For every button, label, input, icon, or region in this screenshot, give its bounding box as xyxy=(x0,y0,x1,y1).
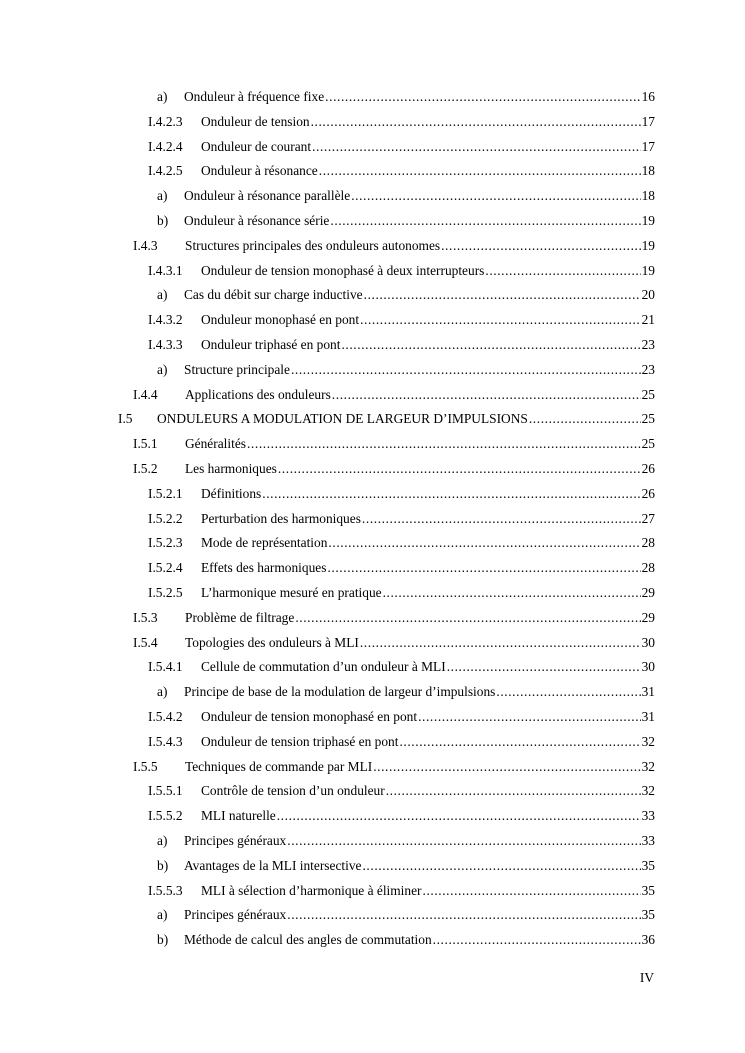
toc-entry-page: 19 xyxy=(641,213,655,228)
toc-entry xyxy=(148,556,655,580)
toc-entry-number: I.5.3 xyxy=(133,609,158,625)
dot-leader xyxy=(441,234,641,258)
toc-entry-number: I.5.4.3 xyxy=(148,733,183,749)
toc-entry-title: Onduleur de tension monophasé en pont xyxy=(201,709,418,724)
toc-entry-number: I.4.3 xyxy=(133,237,158,253)
toc-entry xyxy=(148,110,655,134)
toc-entry xyxy=(133,234,655,258)
toc-entry-number: I.5.2.1 xyxy=(148,485,183,501)
toc-entry-page: 35 xyxy=(641,857,655,873)
toc-entry xyxy=(148,259,655,283)
toc-entry-title: Contrôle de tension d’un onduleur xyxy=(201,783,385,799)
toc-entry-page: 17 xyxy=(641,138,655,154)
toc-entry-title: Définitions xyxy=(201,485,262,501)
toc-entry-number: I.4.4 xyxy=(133,386,158,402)
dot-leader xyxy=(496,680,640,704)
toc-entry-title: Topologies des onduleurs à MLI xyxy=(185,634,359,650)
dot-leader xyxy=(247,432,641,456)
dot-leader xyxy=(287,829,640,853)
toc-entry-page: 35 xyxy=(641,882,655,898)
toc-entry-title: MLI à sélection d’harmonique à éliminer xyxy=(201,882,422,898)
toc-entry-number: I.4.3.1 xyxy=(148,262,183,278)
toc-entry-page: 18 xyxy=(641,163,655,179)
toc-entry-title: L’harmonique mesuré en pratique xyxy=(201,585,382,600)
toc-entry-number: a) xyxy=(157,684,168,700)
toc-entry xyxy=(157,209,655,233)
toc-entry xyxy=(133,432,655,456)
toc-entry-page: 25 xyxy=(641,411,655,427)
toc-entry xyxy=(157,283,655,307)
toc-entry xyxy=(157,829,655,853)
toc-entry-title: MLI naturelle xyxy=(201,808,276,824)
toc-entry-number: b) xyxy=(157,213,169,228)
toc-entry-title: Techniques de commande par MLI xyxy=(185,758,373,774)
page-number: IV xyxy=(639,970,654,985)
dot-leader xyxy=(383,581,641,605)
toc-entry-page: 31 xyxy=(641,684,655,700)
toc-entry-page: 23 xyxy=(641,337,655,352)
toc-entry xyxy=(148,705,655,729)
dot-leader xyxy=(529,407,641,431)
toc-entry xyxy=(157,85,655,109)
toc-entry-number: I.5.5.1 xyxy=(148,783,183,799)
toc-entry-number: I.4.2.4 xyxy=(148,138,183,154)
toc-entry xyxy=(157,358,655,382)
toc-entry-page: 27 xyxy=(641,510,655,526)
toc-entry-title: Structure principale xyxy=(184,361,290,377)
toc-entry-title: Onduleur triphasé en pont xyxy=(201,337,341,352)
toc-entry-title: Structures principales des onduleurs autonomes xyxy=(185,237,441,253)
dot-leader xyxy=(399,730,640,754)
toc-entry-page: 29 xyxy=(641,585,655,600)
toc-entry-page: 28 xyxy=(641,560,655,576)
dot-leader xyxy=(332,383,641,407)
toc-entry-title: Effets des harmoniques xyxy=(201,560,327,576)
toc-entry-page: 32 xyxy=(641,783,655,799)
toc-entry-number: I.5.4.1 xyxy=(148,659,183,675)
toc-entry-title: Cas du débit sur charge inductive xyxy=(184,287,363,303)
toc-entry-number: I.5 xyxy=(118,411,133,427)
toc-entry xyxy=(148,135,655,159)
dot-leader xyxy=(295,606,640,630)
toc-entry-title: Généralités xyxy=(185,436,246,452)
dot-leader xyxy=(418,705,641,729)
toc-entry-number: I.5.4 xyxy=(133,634,158,650)
toc-entry-page: 32 xyxy=(641,758,655,774)
dot-leader xyxy=(485,259,640,283)
toc-entry xyxy=(148,804,655,828)
toc-entry-page: 31 xyxy=(641,709,655,724)
toc-entry-title: Méthode de calcul des angles de commutation xyxy=(184,932,432,948)
toc-entry-page: 25 xyxy=(641,386,655,402)
dot-leader xyxy=(287,903,640,927)
toc-entry-number: I.5.4.2 xyxy=(148,709,183,724)
toc-entry xyxy=(133,755,655,779)
toc-entry-number: I.5.5 xyxy=(133,758,158,774)
toc-entry-number: I.4.2.5 xyxy=(148,163,183,179)
toc-entry xyxy=(157,680,655,704)
toc-entry-title: Applications des onduleurs xyxy=(185,386,331,402)
toc-entry-page: 30 xyxy=(641,634,655,650)
toc-entry-title: Onduleur à résonance xyxy=(201,163,318,179)
toc-entry-page: 21 xyxy=(641,312,655,328)
dot-leader xyxy=(433,928,641,952)
toc-entry-title: Principes généraux xyxy=(184,833,287,848)
toc-entry xyxy=(157,184,655,208)
toc-entry-page: 28 xyxy=(641,535,655,551)
toc-entry-number: b) xyxy=(157,932,169,948)
toc-entry-title: Onduleur de tension monophasé à deux interrupteurs xyxy=(201,262,485,278)
toc-entry-title: Onduleur de tension triphasé en pont xyxy=(201,733,399,749)
toc-entry xyxy=(148,507,655,531)
toc-entry-number: I.4.3.2 xyxy=(148,312,183,328)
toc-entry-page: 17 xyxy=(641,113,655,129)
toc-entry xyxy=(148,655,655,679)
toc-entry-title: Les harmoniques xyxy=(185,461,277,476)
toc-entry xyxy=(133,631,655,655)
toc-entry xyxy=(133,606,655,630)
dot-leader xyxy=(262,482,640,506)
dot-leader xyxy=(277,804,641,828)
toc-entry-title: ONDULEURS A MODULATION DE LARGEUR D’IMPULSIONS xyxy=(157,411,528,427)
toc-entry xyxy=(148,159,655,183)
toc-entry xyxy=(148,333,655,357)
toc-entry-page: 19 xyxy=(641,262,655,278)
toc-entry xyxy=(148,531,655,555)
toc-entry xyxy=(157,928,655,952)
toc-entry xyxy=(133,457,655,481)
toc-entry xyxy=(148,482,655,506)
dot-leader xyxy=(330,209,640,233)
toc-entry-page: 25 xyxy=(641,436,655,452)
toc-entry-title: Perturbation des harmoniques xyxy=(201,510,361,526)
toc-entry xyxy=(148,308,655,332)
toc-entry xyxy=(148,879,655,903)
toc-entry-page: 32 xyxy=(641,733,655,749)
toc-entry xyxy=(157,854,655,878)
dot-leader xyxy=(386,779,641,803)
toc-entry-number: I.5.5.2 xyxy=(148,808,183,824)
dot-leader xyxy=(360,631,641,655)
toc-entry-number: I.4.3.3 xyxy=(148,337,183,352)
toc-entry-number: a) xyxy=(157,188,168,204)
toc-entry-title: Onduleur à résonance série xyxy=(184,213,330,228)
toc-entry-number: I.5.2.5 xyxy=(148,585,183,600)
toc-entry-number: b) xyxy=(157,857,169,873)
toc-entry-page: 36 xyxy=(641,932,655,948)
toc-entry-title: Onduleur à fréquence fixe xyxy=(184,89,325,104)
toc-entry xyxy=(148,779,655,803)
dot-leader xyxy=(291,358,641,382)
toc-entry-number: I.5.2.2 xyxy=(148,510,183,526)
toc-entry-title: Onduleur monophasé en pont xyxy=(201,312,360,328)
dot-leader xyxy=(362,507,641,531)
toc-entry xyxy=(148,730,655,754)
toc-entry-title: Cellule de commutation d’un onduleur à MLI xyxy=(201,659,446,675)
dot-leader xyxy=(312,135,641,159)
toc-entry-title: Avantages de la MLI intersective xyxy=(184,857,362,873)
toc-entry xyxy=(148,581,655,605)
toc-entry-number: I.5.5.3 xyxy=(148,882,183,898)
toc-entry-page: 16 xyxy=(641,89,655,104)
dot-leader xyxy=(364,283,641,307)
dot-leader xyxy=(447,655,641,679)
toc-entry-title: Mode de représentation xyxy=(201,535,328,551)
toc-entry-number: I.4.2.3 xyxy=(148,113,183,129)
toc-entry-page: 20 xyxy=(641,287,655,303)
toc-entry-title: Onduleur de tension xyxy=(201,113,310,129)
toc-entry-page: 26 xyxy=(641,461,655,476)
toc-entry-number: a) xyxy=(157,361,168,377)
toc-entry-page: 29 xyxy=(641,609,655,625)
dot-leader xyxy=(328,531,640,555)
toc-entry-title: Problème de filtrage xyxy=(185,609,295,625)
dot-leader xyxy=(311,110,641,134)
toc-entry-number: a) xyxy=(157,907,168,923)
toc-entry xyxy=(157,903,655,927)
toc-entry-page: 33 xyxy=(641,808,655,824)
dot-leader xyxy=(341,333,640,357)
toc-entry xyxy=(118,407,655,431)
toc-entry-page: 26 xyxy=(641,485,655,501)
toc-entry-number: I.5.2.4 xyxy=(148,560,183,576)
toc-entry-page: 19 xyxy=(641,237,655,253)
toc-entry-title: Principe de base de la modulation de largeur d’impulsions xyxy=(184,684,496,700)
toc-entry-page: 23 xyxy=(641,361,655,377)
toc-entry-page: 18 xyxy=(641,188,655,204)
toc-entry-page: 30 xyxy=(641,659,655,675)
toc-entry-title: Principes généraux xyxy=(184,907,287,923)
dot-leader xyxy=(360,308,641,332)
dot-leader xyxy=(327,556,640,580)
dot-leader xyxy=(362,854,640,878)
dot-leader xyxy=(278,457,641,481)
toc-entry-number: I.5.2 xyxy=(133,461,158,476)
toc-entry-number: a) xyxy=(157,89,168,104)
toc-entry-number: I.5.2.3 xyxy=(148,535,183,551)
toc-entry-number: I.5.1 xyxy=(133,436,158,452)
dot-leader xyxy=(319,159,641,183)
dot-leader xyxy=(373,755,640,779)
toc-entry-title: Onduleur de courant xyxy=(201,138,312,154)
toc-entry-page: 35 xyxy=(641,907,655,923)
toc-entry-page: 33 xyxy=(641,833,655,848)
toc-entry xyxy=(133,383,655,407)
dot-leader xyxy=(325,85,640,109)
dot-leader xyxy=(351,184,640,208)
dot-leader xyxy=(423,879,641,903)
toc-entry-number: a) xyxy=(157,287,168,303)
toc-entry-title: Onduleur à résonance parallèle xyxy=(184,188,351,204)
toc-entry-number: a) xyxy=(157,833,168,848)
